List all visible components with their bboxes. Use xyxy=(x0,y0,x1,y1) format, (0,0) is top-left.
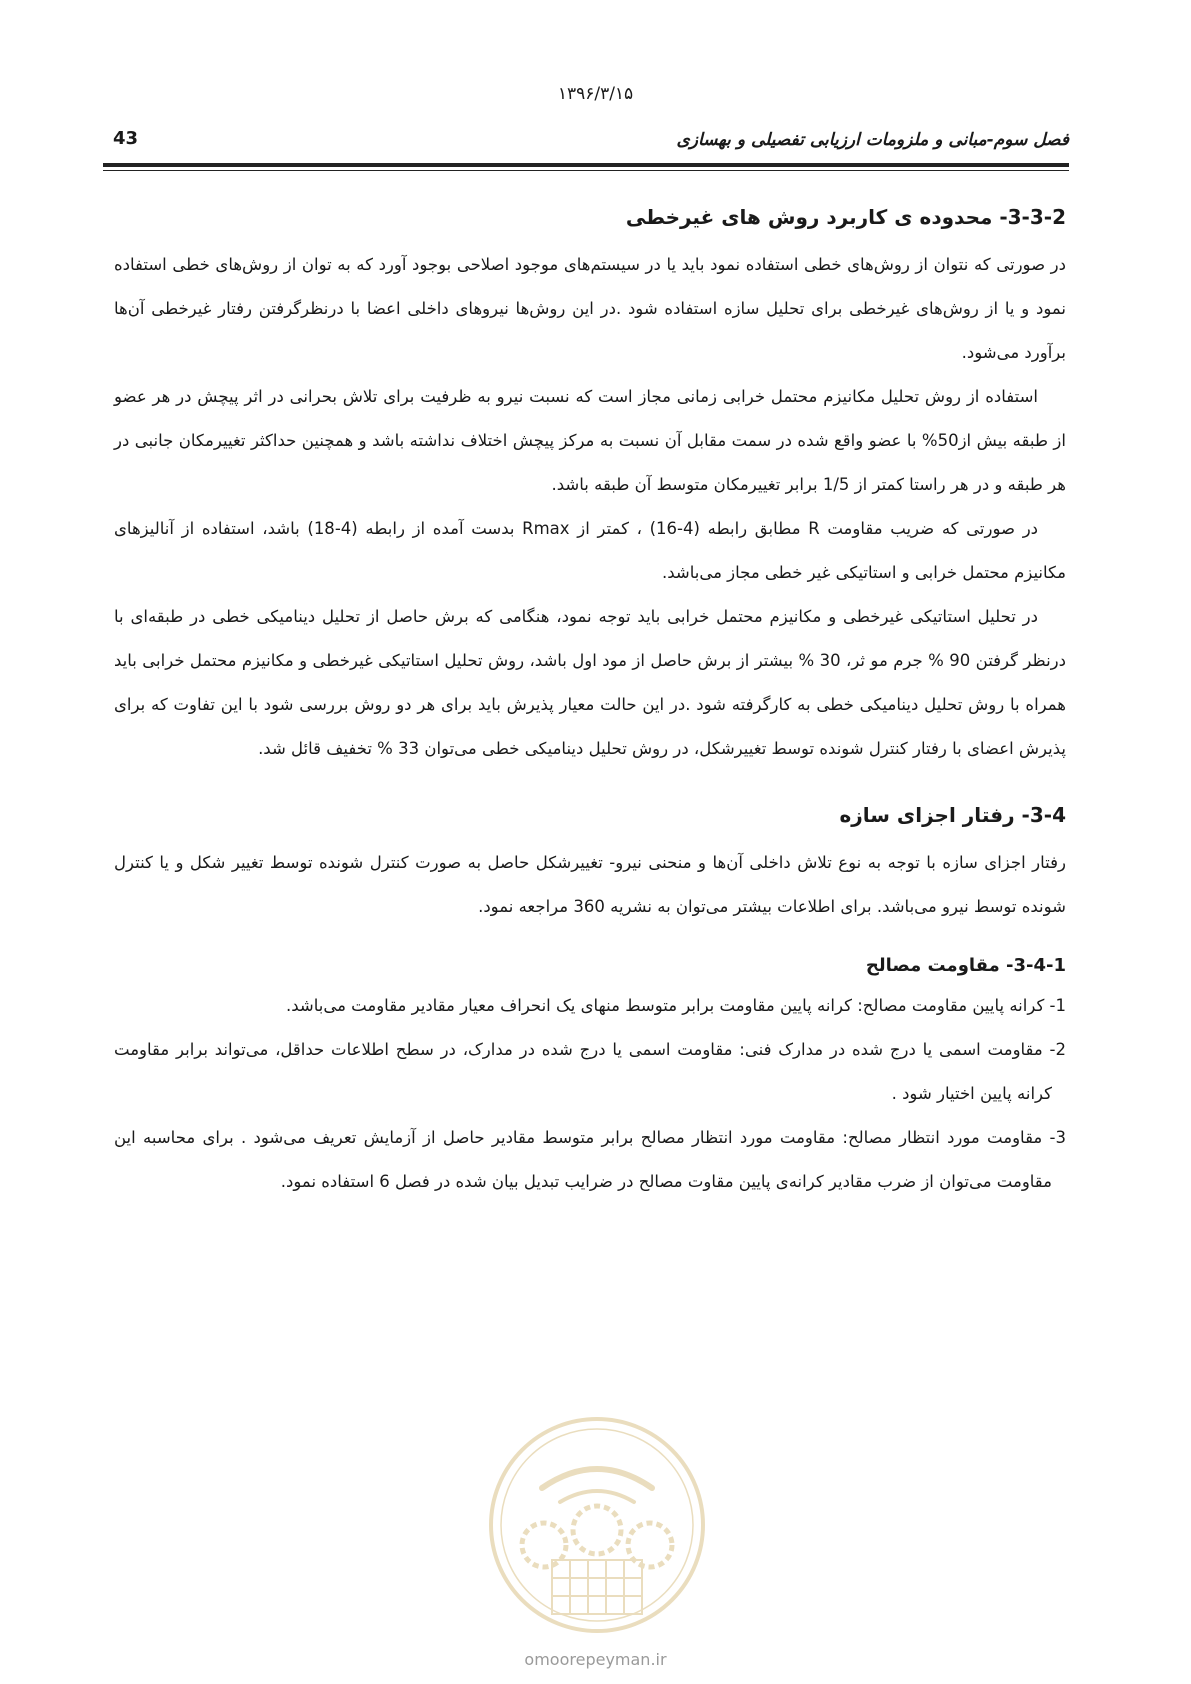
section-heading-3-3-2: 3-3-2- محدوده ی کاربرد روش های غیرخطی xyxy=(625,205,1066,229)
section-heading-3-4: 3-4- رفتار اجزای سازه xyxy=(839,803,1066,827)
page-number: 43 xyxy=(113,128,139,149)
watermark-seal-icon xyxy=(482,1410,712,1640)
page-body xyxy=(114,205,1066,1204)
paragraph: در تحلیل استاتیکی غیرخطی و مکانیزم محتمل خرابی باید توجه نمود، هنگامی که برش حاصل از تحلیل دینامیکی خطی در طبقه‌ای با درنظر گرفتن 90 % جرم مو ثر، 30 % بیشتر از برش حاصل از مود اول باشد، روش تحلیل استاتیکی غیرخطی و مکانیزم محتمل خرابی باید همراه با روش تحلیل دینامیکی خطی به کارگرفته شود .در این حالت معیار پذیرش باید برای هر دو روش بررسی شود با این تفاوت که برای پذیرش اعضای با رفتار کنترل شونده توسط تغییرشکل، در روش تحلیل دینامیکی خطی می‌توان 33 % تخفیف قائل شد. xyxy=(114,607,1066,758)
list-item: 2- مقاومت اسمی یا درج شده در مدارک فنی: مقاومت اسمی یا درج شده در مدارک، در سطح اطلاعات حداقل، می‌تواند برابر مقاومت کرانه پایین اختیار شود . xyxy=(114,1040,1066,1103)
list-item: 1- کرانه پایین مقاومت مصالح: کرانه پایین مقاومت برابر متوسط منهای یک انحراف معیار مقادیر مقاومت می‌باشد. xyxy=(285,996,1066,1015)
watermark-website: omoorepeyman.ir xyxy=(524,1650,667,1669)
header-rule-thick xyxy=(103,163,1069,167)
document-date: ۱۳۹۶/۳/۱۵ xyxy=(557,84,634,104)
paragraph: در صورتی که ضریب مقاومت R مطابق رابطه (4-16) ، کمتر از Rmax بدست آمده از رابطه (4-18) باشد، استفاده از آنالیزهای مکانیزم محتمل خرابی و استاتیکی غیر خطی مجاز می‌باشد. xyxy=(114,519,1066,582)
paragraph: رفتار اجزای سازه با توجه به نوع تلاش داخلی آن‌ها و منحنی نیرو- تغییرشکل حاصل به صورت کنترل شونده توسط تغییر شکل و یا کنترل شونده توسط نیرو می‌باشد. برای اطلاعات بیشتر می‌توان به نشریه 360 مراجعه نمود. xyxy=(114,853,1066,916)
running-title: فصل سوم-مبانی و ملزومات ارزیابی تفصیلی و بهسازی xyxy=(676,130,1069,150)
paragraph: در صورتی که نتوان از روش‌های خطی استفاده نمود باید یا در سیستم‌های موجود اصلاحی بوجود آورد که به توان از روش‌های خطی استفاده نمود و یا از روش‌های غیرخطی برای تحلیل سازه استفاده شود .در این روش‌ها نیروهای داخلی اعضا با درنظرگرفتن رفتار غیرخطی آن‌ها برآورد می‌شود. xyxy=(114,255,1066,362)
paragraph: استفاده از روش تحلیل مکانیزم محتمل خرابی زمانی مجاز است که نسبت نیرو به ظرفیت برای تلاش بحرانی در اثر پیچش در هر عضو از طبقه بیش از50% با عضو واقع شده در سمت مقابل آن نسبت به مرکز پیچش اختلاف نداشته باشد و همچنین حداکثر تغییرمکان جانبی در هر طبقه و در هر راستا کمتر از 1/5 برابر تغییرمکان متوسط آن طبقه باشد. xyxy=(114,387,1066,494)
header-rule-thin xyxy=(103,170,1069,171)
list-item: 3- مقاومت مورد انتظار مصالح: مقاومت مورد انتظار مصالح برابر متوسط مقادیر حاصل از آزمایش تعریف می‌شود . برای محاسبه این مقاومت می‌توان از ضرب مقادیر کرانه‌ی پایین مقاوت مصالح در ضرایب تبدیل بیان شده در فصل 6 استفاده نمود. xyxy=(114,1128,1066,1191)
section-heading-3-4-1: 3-4-1- مقاومت مصالح xyxy=(865,955,1066,976)
